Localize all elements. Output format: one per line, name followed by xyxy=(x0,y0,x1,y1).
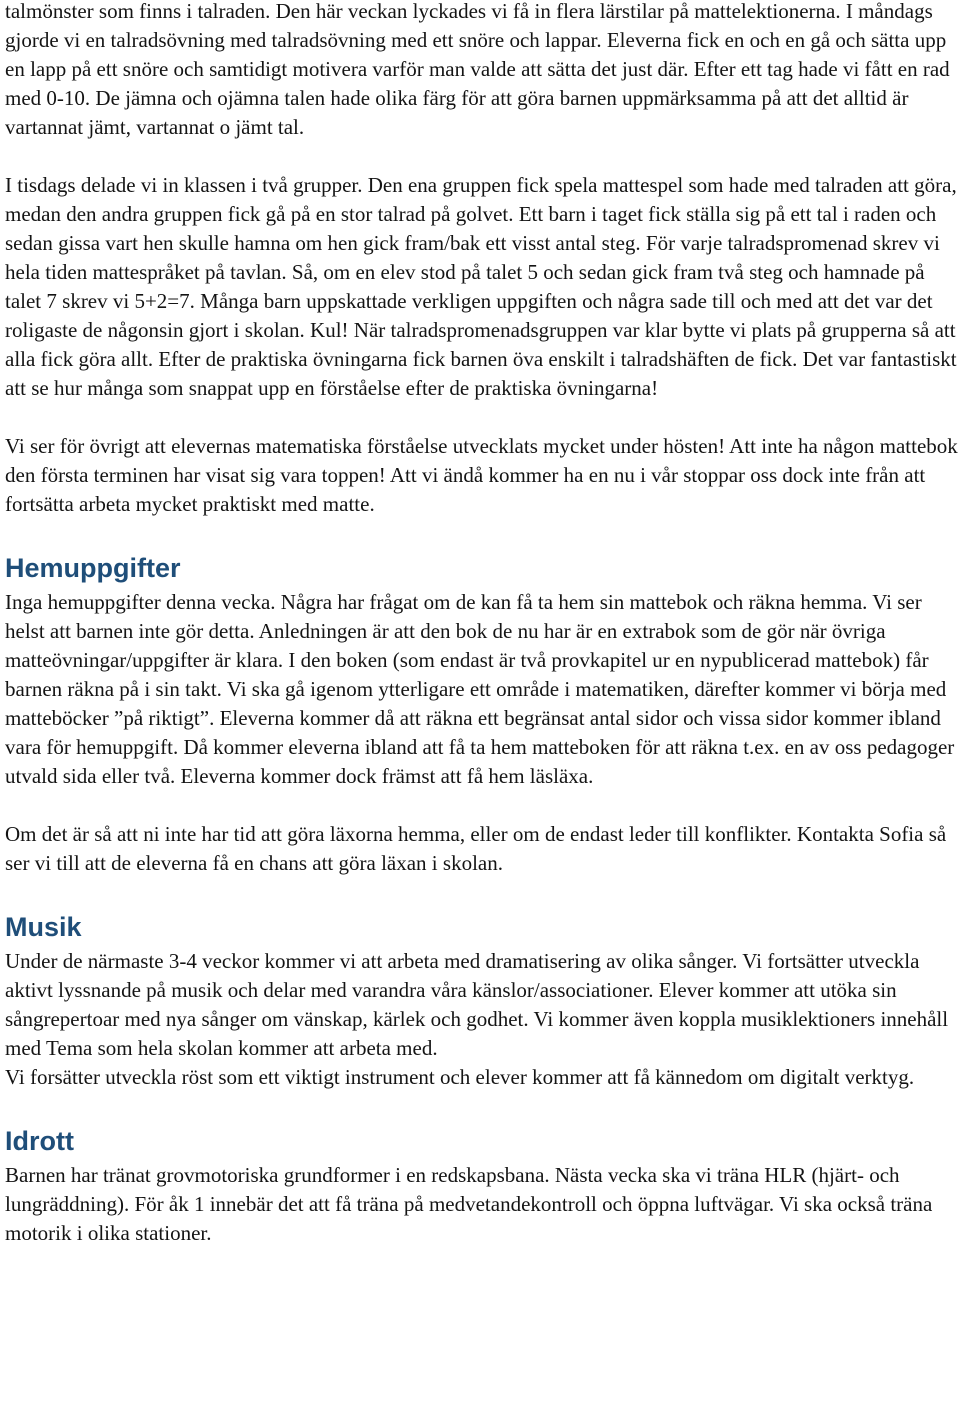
math-paragraph-number-line: talmönster som finns i talraden. Den här veckan lyckades vi få in flera lärstilar på mattelektionerna. I måndags gjorde vi en talradsövning med talradsövning med ett snöre och lappar. Eleverna fick en och en gå och sätta upp en lapp på ett snöre och samtidigt motivera varför man valde att sätta det just där. Efter ett tag hade vi fått en rad med 0-10. De jämna och ojämna talen hade olika färg för att göra barnen uppmärksamma på att det alltid är vartannat jämt, vartannat o jämt tal. xyxy=(5,0,950,139)
homework-paragraph-contact: Om det är så att ni inte har tid att göra läxorna hemma, eller om de endast leder till konflikter. Kontakta Sofia så ser vi till att de eleverna få en chans att göra läxan i skolan. xyxy=(5,822,947,875)
math-section xyxy=(5,0,960,519)
music-paragraph-voice: Vi forsätter utveckla röst som ett viktigt instrument och elever kommer att få kännedom om digitalt verktyg. xyxy=(5,1065,915,1089)
section-spacer xyxy=(5,1092,960,1121)
pe-section xyxy=(5,1121,960,1248)
section-spacer xyxy=(5,878,960,907)
paragraph-spacer xyxy=(5,403,960,432)
homework-heading: Hemuppgifter xyxy=(5,553,181,583)
math-paragraph-understanding: Vi ser för övrigt att elevernas matematiska förståelse utvecklats mycket under hösten! Att inte ha någon mattebok den första terminen har visat sig vara toppen! Att vi ändå kommer ha en nu i vår stoppar oss dock inte från att fortsätta arbeta mycket praktiskt med matte. xyxy=(5,434,958,516)
music-heading: Musik xyxy=(5,912,82,942)
newsletter-page xyxy=(5,0,960,1248)
pe-heading: Idrott xyxy=(5,1126,74,1156)
pe-paragraph: Barnen har tränat grovmotoriska grundformer i en redskapsbana. Nästa vecka ska vi träna HLR (hjärt- och lungräddning). För åk 1 innebär det att få träna på medvetandekontroll och öppna luftvägar. Vi ska också träna motorik i olika stationer. xyxy=(5,1163,933,1245)
music-section xyxy=(5,907,960,1092)
math-paragraph-groups: I tisdags delade vi in klassen i två grupper. Den ena gruppen fick spela mattespel som hade med talraden att göra, medan den andra gruppen fick gå på en stor talrad på golvet. Ett barn i taget fick ställa sig på ett tal i raden och sedan gissa vart hen skulle hamna om hen gick fram/bak ett visst antal steg. För varje talradspromenad skrev vi hela tiden mattespråket på tavlan. Så, om en elev stod på talet 5 och sedan gick fram två steg och hamnade på talet 7 skrev vi 5+2=7. Många barn uppskattade verkligen uppgiften och några sade till och med att det var det roligaste de någonsin gjort i skolan. Kul! När talradspromenadsgruppen var klar bytte vi plats på grupperna så att alla fick göra allt. Efter de praktiska övningarna fick barnen öva enskilt i talradshäften de fick. Det var fantastiskt att se hur många som snappat upp en förståelse efter de praktiska övningarna! xyxy=(5,173,957,400)
homework-paragraph-info: Inga hemuppgifter denna vecka. Några har frågat om de kan få ta hem sin mattebok och räkna hemma. Vi ser helst att barnen inte gör detta. Anledningen är att den bok de nu har är en extrabok som de gör när övriga matteövningar/uppgifter är klara. I den boken (som endast är två provkapitel ur en nypublicerad mattebok) får barnen räkna på i sin takt. Vi ska gå igenom ytterligare ett område i matematiken, därefter kommer vi börja med matteböcker ”på riktigt”. Eleverna kommer då att räkna ett begränsat antal sidor och vissa sidor kommer ibland vara för hemuppgift. Då kommer eleverna ibland att få ta hem matteboken för att räkna t.ex. en av oss pedagoger utvald sida eller två. Eleverna kommer dock främst att få hem läsläxa. xyxy=(5,590,955,788)
homework-section xyxy=(5,548,960,878)
section-spacer xyxy=(5,519,960,548)
paragraph-spacer xyxy=(5,791,960,820)
paragraph-spacer xyxy=(5,142,960,171)
music-paragraph-plan: Under de närmaste 3-4 veckor kommer vi att arbeta med dramatisering av olika sånger. Vi fortsätter utveckla aktivt lyssnande på musik och delar med varandra våra känslor/associationer. Elever kommer att utöka sin sångrepertoar med nya sånger om vänskap, kärlek och godhet. Vi kommer även koppla musiklektioners innehåll med Tema som hela skolan kommer att arbeta med. xyxy=(5,949,949,1060)
